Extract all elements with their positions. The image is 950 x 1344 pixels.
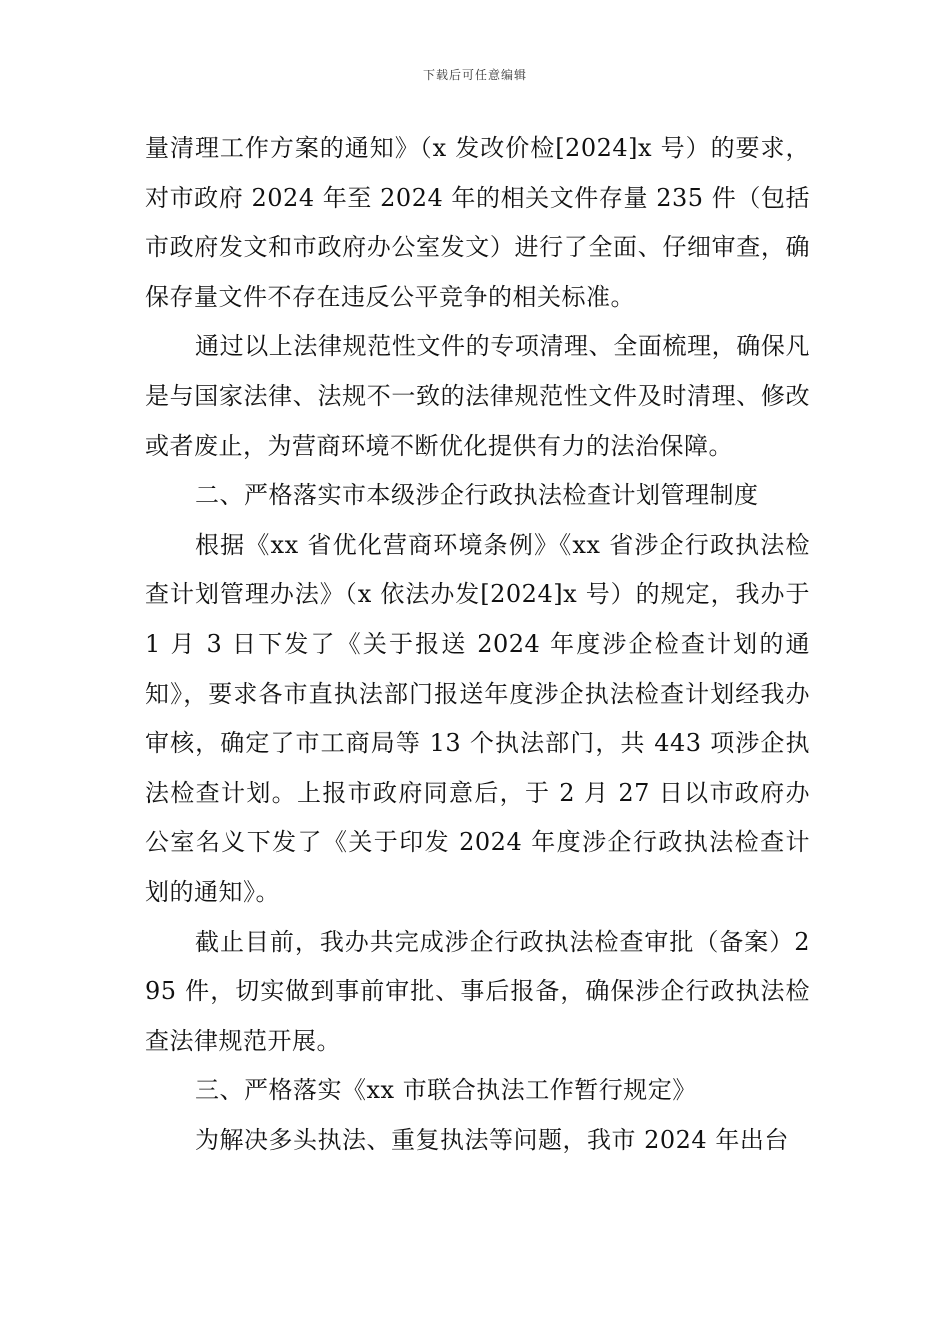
document-body: [145, 124, 810, 1165]
section-heading-3: 三、严格落实《xx 市联合执法工作暂行规定》: [195, 1076, 697, 1105]
paragraph-2: 通过以上法律规范性文件的专项清理、全面梳理，确保凡是与国家法律、法规不一致的法律规范性文件及时清理、修改或者废止，为营商环境不断优化提供有力的法治保障。: [145, 332, 810, 460]
page-header: 下载后可任意编辑: [422, 68, 527, 82]
section-heading-2: 二、严格落实市本级涉企行政执法检查计划管理制度: [195, 481, 759, 510]
paragraph-3: 根据《xx 省优化营商环境条例》《xx 省涉企行政执法检查计划管理办法》（x 依法办发[2024]x 号）的规定，我办于 1 月 3 日下发了《关于报送 2024 年度涉企检查计划的通知》，要求各市直执法部门报送年度涉企执法检查计划经我办审核，确定了市工商局等 13 个执法部门，共 443 项涉企执法检查计划。上报市政府同意后，于 2 月 27 日以市政府办公室名义下发了《关于印发 2024 年度涉企行政执法检查计划的通知》。: [145, 530, 810, 906]
paragraph-4: 截止目前，我办共完成涉企行政执法检查审批（备案）295 件，切实做到事前审批、事后报备，确保涉企行政执法检查法律规范开展。: [145, 927, 810, 1055]
paragraph-1: 量清理工作方案的通知》（x 发改价检[2024]x 号）的要求，对市政府 2024 年至 2024 年的相关文件存量 235 件（包括市政府发文和市政府办公室发文）进行了全面、仔细审查，确保存量文件不存在违反公平竞争的相关标准。: [145, 134, 810, 311]
paragraph-5: 为解决多头执法、重复执法等问题，我市 2024 年出台: [195, 1125, 789, 1154]
